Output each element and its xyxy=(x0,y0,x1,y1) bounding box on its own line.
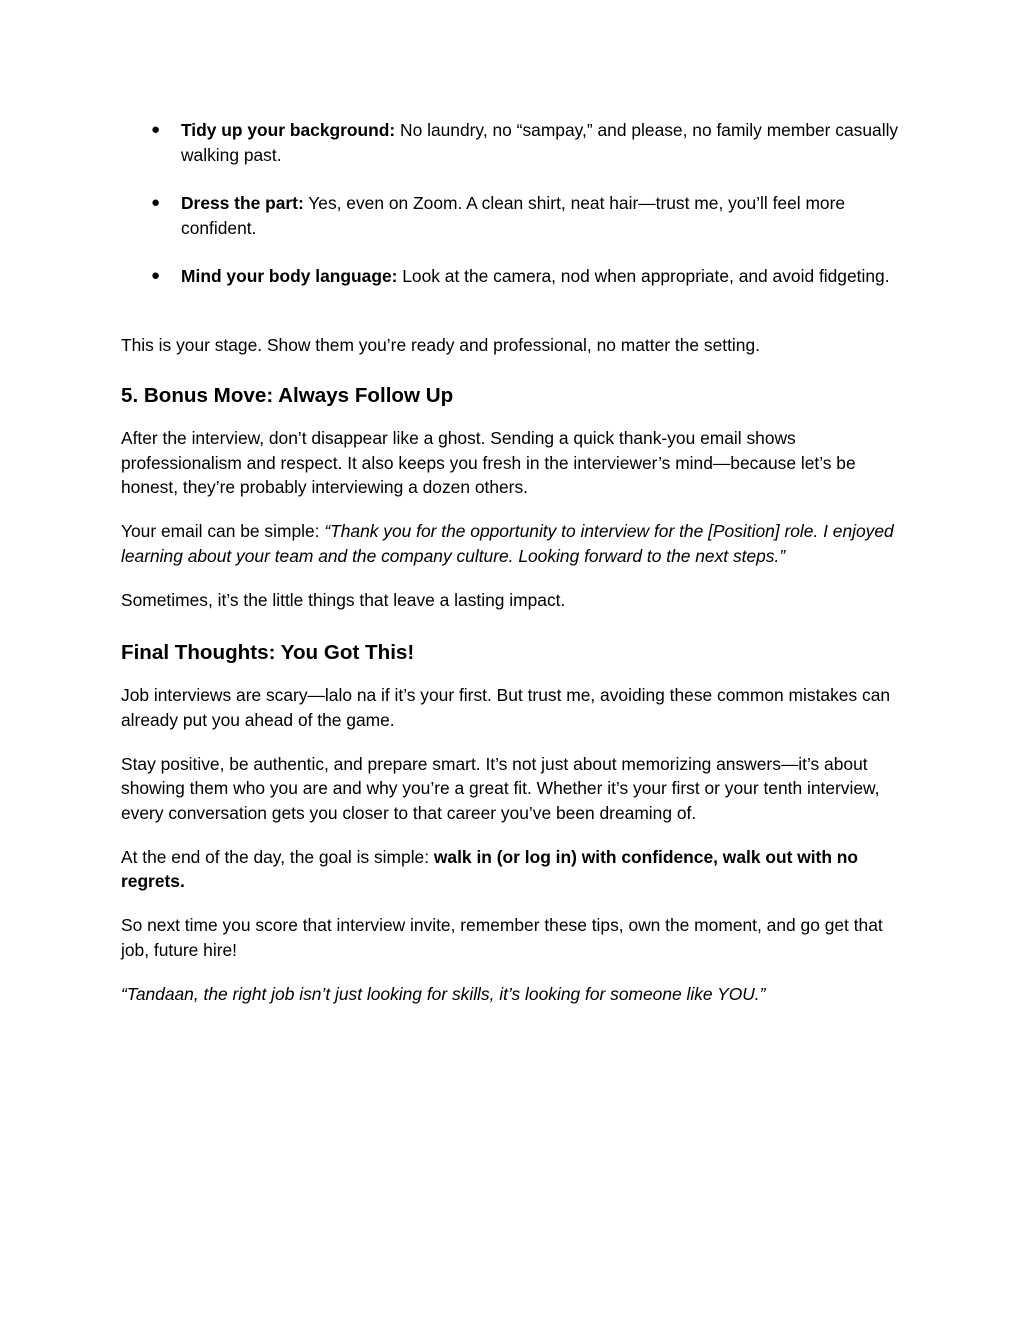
tip-title: Tidy up your background: xyxy=(181,120,396,140)
stage-paragraph: This is your stage. Show them you’re ready and professional, no matter the setting. xyxy=(121,334,760,355)
tip-text: No laundry, no “sampay,” and please, no family member casually walking past. xyxy=(181,120,899,165)
impact-paragraph: Sometimes, it’s the little things that leave a lasting impact. xyxy=(121,589,566,610)
next-time-paragraph: So next time you score that interview invite, remember these tips, own the moment, and go get that job, future hire! xyxy=(121,915,883,960)
tips-list xyxy=(121,118,911,289)
bullet-icon: ● xyxy=(151,121,161,138)
bullet-icon: ● xyxy=(151,267,161,284)
list-item xyxy=(121,191,911,240)
list-item xyxy=(121,264,911,289)
follow-up-paragraph: After the interview, don’t disappear like a ghost. Sending a quick thank-you email shows professionalism and respect. It also keeps you fresh in the interviewer’s mind—because let’s be honest, they’re probably interviewing a dozen others. xyxy=(121,428,856,497)
positive-paragraph: Stay positive, be authentic, and prepare smart. It’s not just about memorizing answers—it’s about showing them who you are and why you’re a great fit. Whether it’s your first or your tenth interview, every conversation gets you closer to that career you’ve been dreaming of. xyxy=(121,753,880,823)
goal-prefix: At the end of the day, the goal is simple: xyxy=(121,846,434,867)
tip-text: Yes, even on Zoom. A clean shirt, neat hair—trust me, you’ll feel more confident. xyxy=(181,193,846,238)
email-quote: “Thank you for the opportunity to interview for the [Position] role. I enjoyed learning about your team and the company culture. Looking forward to the next steps.” xyxy=(121,521,894,566)
goal-paragraph xyxy=(121,845,911,894)
tip-title: Mind your body language: xyxy=(181,266,398,286)
goal-bold: walk in (or log in) with confidence, walk out with no regrets. xyxy=(121,846,859,891)
section-heading-final: Final Thoughts: You Got This! xyxy=(121,641,415,664)
tip-title: Dress the part: xyxy=(181,193,304,213)
email-prefix: Your email can be simple: xyxy=(121,521,325,541)
list-item xyxy=(121,118,911,167)
tip-text: Look at the camera, nod when appropriate, and avoid fidgeting. xyxy=(397,266,890,286)
section-heading-bonus: 5. Bonus Move: Always Follow Up xyxy=(121,384,454,407)
closing-quote-text: “Tandaan, the right job isn’t just looking for skills, it’s looking for someone like YOU.” xyxy=(121,983,766,1004)
document-body xyxy=(121,118,911,1026)
closing-quote xyxy=(121,982,911,1007)
scary-paragraph: Job interviews are scary—lalo na if it’s your first. But trust me, avoiding these common mistakes can already put you ahead of the game. xyxy=(121,685,891,730)
bullet-icon: ● xyxy=(151,194,161,211)
email-paragraph xyxy=(121,519,911,568)
